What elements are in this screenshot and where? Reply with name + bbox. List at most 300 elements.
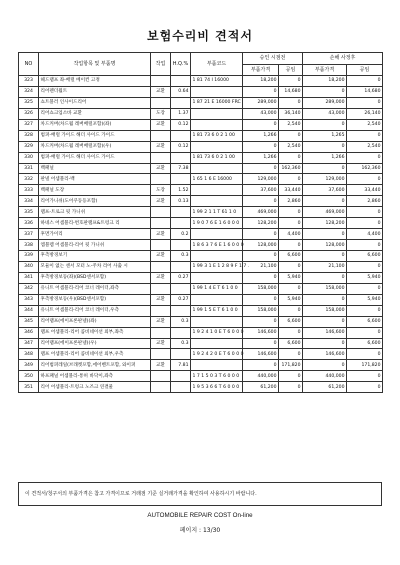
row-work-item: 하프패널 어셈블리-통허 바닥이,좌측	[39, 371, 151, 382]
row-work-item: 모듈이 없는 센서 모터 노-주차 리어 사출 시	[39, 261, 151, 272]
row-action	[151, 327, 171, 338]
row-labor-after: 0	[347, 327, 383, 338]
row-part-price-before: 146,600	[243, 349, 279, 360]
row-action	[151, 207, 171, 218]
row-labor-before: 171,820	[279, 360, 303, 371]
table-row	[19, 119, 383, 130]
row-no: 348	[19, 349, 39, 360]
table-row	[19, 196, 383, 207]
row-part-code	[191, 141, 243, 152]
row-part-price-after: 146,600	[303, 349, 347, 360]
row-part-code: 1 99 3 1 E 1 2 8 9 F 1 7 .	[191, 261, 243, 272]
row-no: 351	[19, 382, 39, 393]
header-before-approval: 승인 시점전	[243, 53, 303, 65]
row-hq	[171, 152, 191, 163]
row-labor-before: 5,940	[279, 294, 303, 305]
row-work-item: 후면가이리	[39, 229, 151, 240]
row-action: 교환	[151, 360, 171, 371]
row-part-code: 1 81 73 6 0 2 1 00	[191, 130, 243, 141]
row-labor-after: 2,540	[347, 119, 383, 130]
table-row	[19, 294, 383, 305]
row-hq	[171, 97, 191, 108]
row-part-price-after: 128,000	[303, 240, 347, 251]
row-hq: 0.27	[171, 272, 191, 283]
row-labor-before: 0	[279, 327, 303, 338]
row-labor-after: 6,600	[347, 338, 383, 349]
row-labor-before: 2,540	[279, 141, 303, 152]
row-part-price-before: 0	[243, 294, 279, 305]
row-part-code	[191, 229, 243, 240]
row-part-price-after: 1,265	[303, 130, 347, 141]
row-labor-after: 0	[347, 382, 383, 393]
row-hq: 7.38	[171, 163, 191, 174]
row-hq	[171, 218, 191, 229]
table-row	[19, 261, 383, 272]
header-no: NO	[19, 53, 39, 76]
row-hq	[171, 130, 191, 141]
row-labor-before: 6,600	[279, 251, 303, 262]
row-work-item: 차드커버(차드월 레버배럴포함)(우)	[39, 141, 151, 152]
disclaimer-note: 이 견적서/청구서의 부품가격은 참고 가격이므로 거래점 기준 실거래가격을 확인하여 사용하시기 바랍니다.	[18, 482, 382, 506]
row-labor-after: 0	[347, 218, 383, 229]
row-hq: 7.81	[171, 360, 191, 371]
table-row	[19, 283, 383, 294]
row-no: 324	[19, 86, 39, 97]
row-hq: 0.64	[171, 86, 191, 97]
row-labor-after: 0	[347, 240, 383, 251]
row-no: 331	[19, 163, 39, 174]
row-part-code	[191, 163, 243, 174]
row-labor-before: 0	[279, 371, 303, 382]
row-part-price-before: 0	[243, 316, 279, 327]
row-part-price-after: 158,000	[303, 283, 347, 294]
row-hq: 0.12	[171, 141, 191, 152]
row-work-item: 리어 어셈블리-트렁크 노즈크 연결물	[39, 382, 151, 393]
table-row	[19, 207, 383, 218]
row-hq	[171, 349, 191, 360]
row-labor-before: 0	[279, 382, 303, 393]
row-action	[151, 218, 171, 229]
row-action	[151, 261, 171, 272]
row-no: 328	[19, 130, 39, 141]
row-part-price-after: 128,200	[303, 218, 347, 229]
header-action: 작업	[151, 53, 171, 76]
header-row-1	[19, 53, 383, 65]
row-part-price-after: 0	[303, 86, 347, 97]
row-labor-after: 0	[347, 283, 383, 294]
row-hq: 0.13	[171, 196, 191, 207]
row-part-price-before: 43,000	[243, 108, 279, 119]
row-part-code: 1 7 1 5 0 3 T 6 0 0 0	[191, 371, 243, 382]
row-labor-after: 2,860	[347, 196, 383, 207]
row-work-item: 램프 어셈블리-리어 콤비네이션 외부,좌측	[39, 327, 151, 338]
row-part-code: 1 65 1 6 E 16000	[191, 174, 243, 185]
row-work-item: 차드커버(차드월 레버배럴포함)(좌)	[39, 119, 151, 130]
row-action	[151, 152, 171, 163]
row-labor-before: 0	[279, 240, 303, 251]
row-part-price-before: 0	[243, 141, 279, 152]
row-labor-after: 6,600	[347, 251, 383, 262]
row-part-price-after: 0	[303, 338, 347, 349]
row-part-price-after: 0	[303, 272, 347, 283]
row-hq: 0.2	[171, 229, 191, 240]
row-part-price-before: 289,000	[243, 97, 279, 108]
row-work-item: 리어램프(에이프론판넬)(좌)	[39, 316, 151, 327]
row-action	[151, 305, 171, 316]
row-part-price-before: 0	[243, 196, 279, 207]
row-work-item: 유니트 어셈블리-리어 코너 레이더,우측	[39, 305, 151, 316]
row-no: 341	[19, 272, 39, 283]
row-work-item: 후측방경보기	[39, 251, 151, 262]
row-part-code: 1 9 0 7 6 E 1 6 0 0 0	[191, 218, 243, 229]
row-action: 교환	[151, 251, 171, 262]
row-part-code	[191, 108, 243, 119]
row-hq	[171, 382, 191, 393]
row-no: 333	[19, 185, 39, 196]
row-labor-before: 0	[279, 76, 303, 87]
row-part-code	[191, 86, 243, 97]
row-action: 교환	[151, 272, 171, 283]
row-labor-before: 0	[279, 152, 303, 163]
row-labor-after: 0	[347, 371, 383, 382]
row-labor-before: 6,600	[279, 316, 303, 327]
row-part-price-before: 61,200	[243, 382, 279, 393]
row-part-price-before: 128,200	[243, 218, 279, 229]
row-hq	[171, 305, 191, 316]
row-action	[151, 371, 171, 382]
row-labor-after: 0	[347, 76, 383, 87]
table-row	[19, 97, 383, 108]
row-labor-after: 4,400	[347, 229, 383, 240]
row-work-item: 리어범퍼레일(브래켓포함,에어벤트포함, 와이퍼	[39, 360, 151, 371]
row-work-item: 엠블렘 어셈블리-리어 뒷 가니쉬	[39, 240, 151, 251]
row-part-price-after: 0	[303, 360, 347, 371]
row-part-code: 1 99 2 1 1 T 61 1 0	[191, 207, 243, 218]
header-part-code: 부품코드	[191, 53, 243, 76]
row-labor-after: 0	[347, 130, 383, 141]
row-no: 343	[19, 294, 39, 305]
row-no: 332	[19, 174, 39, 185]
row-labor-after: 26,140	[347, 108, 383, 119]
row-no: 345	[19, 316, 39, 327]
row-part-code	[191, 360, 243, 371]
row-part-code: 1 99 1 4 E T 6 1 0 0	[191, 283, 243, 294]
table-row	[19, 141, 383, 152]
row-part-code	[191, 185, 243, 196]
row-labor-before: 162,360	[279, 163, 303, 174]
row-part-price-after: 0	[303, 229, 347, 240]
row-part-code	[191, 196, 243, 207]
table-row	[19, 251, 383, 262]
row-part-code: 1 8 6 3 7 6 E 1 6 0 0 0	[191, 240, 243, 251]
table-row	[19, 272, 383, 283]
row-labor-after: 0	[347, 261, 383, 272]
row-work-item: 헤드램프 좌-배럴 베이컨 고정	[39, 76, 151, 87]
table-row	[19, 163, 383, 174]
row-part-price-after: 0	[303, 294, 347, 305]
row-part-price-after: 469,000	[303, 207, 347, 218]
row-work-item: 후측방경보등(좌)(BSD센서포함)	[39, 272, 151, 283]
row-action: 교환	[151, 196, 171, 207]
row-part-price-after: 0	[303, 251, 347, 262]
row-labor-before: 36,140	[279, 108, 303, 119]
row-action: 교환	[151, 294, 171, 305]
table-row	[19, 185, 383, 196]
row-labor-before: 6,600	[279, 338, 303, 349]
row-no: 339	[19, 251, 39, 262]
row-labor-before: 0	[279, 130, 303, 141]
row-hq	[171, 174, 191, 185]
row-part-price-after: 0	[303, 196, 347, 207]
row-action	[151, 349, 171, 360]
table-row	[19, 174, 383, 185]
row-labor-after: 0	[347, 97, 383, 108]
row-labor-before: 2,540	[279, 119, 303, 130]
row-part-price-before: 0	[243, 86, 279, 97]
row-work-item: 유니트 어셈블리-리어 코너 레이더,좌측	[39, 283, 151, 294]
row-part-price-before: 0	[243, 119, 279, 130]
table-row	[19, 349, 383, 360]
row-labor-after: 0	[347, 207, 383, 218]
row-labor-after: 171,820	[347, 360, 383, 371]
table-row	[19, 360, 383, 371]
table-row	[19, 316, 383, 327]
row-part-code: 1 9 5 3 6 6 T 6 0 0 0	[191, 382, 243, 393]
row-no: 325	[19, 97, 39, 108]
row-labor-before: 0	[279, 283, 303, 294]
table-row	[19, 305, 383, 316]
row-hq	[171, 371, 191, 382]
row-hq: 0.27	[171, 294, 191, 305]
row-labor-before: 33,440	[279, 185, 303, 196]
row-work-item: 리어펜더월트	[39, 86, 151, 97]
row-labor-before: 0	[279, 207, 303, 218]
page-indicator: 페이지 : 13/30	[179, 527, 221, 534]
row-part-code: 1 9 2 4 2 0 E T 6 0 0 0	[191, 349, 243, 360]
table-row	[19, 218, 383, 229]
row-no: 349	[19, 360, 39, 371]
row-part-price-before: 158,000	[243, 305, 279, 316]
row-no: 338	[19, 240, 39, 251]
row-action: 교환	[151, 163, 171, 174]
row-no: 337	[19, 229, 39, 240]
row-labor-after: 2,540	[347, 141, 383, 152]
row-part-price-before: 469,000	[243, 207, 279, 218]
row-part-price-before: 0	[243, 229, 279, 240]
row-hq: 0.3	[171, 316, 191, 327]
row-hq: 1.37	[171, 108, 191, 119]
row-part-price-after: 61,200	[303, 382, 347, 393]
row-part-code: 1 81 73 6 0 2 1 00	[191, 152, 243, 163]
document-title: 보험수리비 견적서	[147, 29, 253, 43]
row-action	[151, 174, 171, 185]
table-row	[19, 108, 383, 119]
row-action	[151, 97, 171, 108]
row-hq	[171, 76, 191, 87]
row-part-price-after: 1,266	[303, 152, 347, 163]
row-action	[151, 130, 171, 141]
row-part-price-after: 0	[303, 163, 347, 174]
row-part-price-after: 37,600	[303, 185, 347, 196]
header-hq: H.Q.%	[171, 53, 191, 76]
row-part-price-after: 0	[303, 119, 347, 130]
row-part-price-before: 18,200	[243, 76, 279, 87]
row-part-price-after: 0	[303, 316, 347, 327]
estimate-table	[18, 52, 383, 393]
row-part-code	[191, 338, 243, 349]
table-row	[19, 338, 383, 349]
row-labor-after: 162,360	[347, 163, 383, 174]
row-work-item: 리어램프(에이프론판넬)(우)	[39, 338, 151, 349]
row-labor-before: 0	[279, 218, 303, 229]
row-part-price-after: 0	[303, 141, 347, 152]
row-work-item: 범퍼-배럴 가이드 해더 사이드 가이드	[39, 130, 151, 141]
row-work-item: 하네스 어셈블리-번호판램프&트렁크 리	[39, 218, 151, 229]
table-row	[19, 371, 383, 382]
row-part-price-after: 158,000	[303, 305, 347, 316]
row-hq	[171, 240, 191, 251]
table-row	[19, 382, 383, 393]
row-part-price-before: 146,600	[243, 327, 279, 338]
row-part-code: 1 99 1 5 E T 6 1 0 0	[191, 305, 243, 316]
table-row	[19, 229, 383, 240]
table-row	[19, 240, 383, 251]
table-row	[19, 76, 383, 87]
row-labor-after: 33,440	[347, 185, 383, 196]
row-no: 346	[19, 327, 39, 338]
row-part-price-after: 289,000	[303, 97, 347, 108]
row-part-code: 1 87 21 E 16000 FRC	[191, 97, 243, 108]
row-part-code: 1 9 2 4 1 0 E T 6 0 0 0	[191, 327, 243, 338]
row-action	[151, 76, 171, 87]
row-part-price-before: 37,600	[243, 185, 279, 196]
estimate-rows	[19, 76, 383, 393]
row-action: 도장	[151, 108, 171, 119]
header-labor-2: 공임	[347, 65, 383, 76]
row-action: 교환	[151, 316, 171, 327]
row-work-item: 쇼트블러 인사이드리어	[39, 97, 151, 108]
row-part-price-before: 1,266	[243, 152, 279, 163]
table-row	[19, 86, 383, 97]
row-part-price-before: 128,000	[243, 240, 279, 251]
header-part-price-1: 부품가격	[243, 65, 279, 76]
row-no: 336	[19, 218, 39, 229]
row-action: 교환	[151, 119, 171, 130]
row-hq	[171, 207, 191, 218]
row-action	[151, 283, 171, 294]
row-no: 323	[19, 76, 39, 87]
row-no: 344	[19, 305, 39, 316]
row-part-price-before: 129,000	[243, 174, 279, 185]
row-part-price-before: 0	[243, 360, 279, 371]
header-part-price-2: 부품가격	[303, 65, 347, 76]
row-part-price-before: 0	[243, 338, 279, 349]
row-work-item: 후측방경보등(우)(BSD센서포함)	[39, 294, 151, 305]
row-no: 334	[19, 196, 39, 207]
row-part-code	[191, 316, 243, 327]
row-work-item: 램프 어셈블리-리어 콤비네이션 외부,우측	[39, 349, 151, 360]
row-work-item: 램프-트로크 뒷 가니쉬	[39, 207, 151, 218]
row-part-price-after: 146,600	[303, 327, 347, 338]
row-labor-before: 4,400	[279, 229, 303, 240]
row-work-item: 범퍼-배럴 가이드 해더 사이드 가이드	[39, 152, 151, 163]
row-part-price-before: 21,100	[243, 261, 279, 272]
row-labor-before: 0	[279, 97, 303, 108]
row-labor-after: 14,680	[347, 86, 383, 97]
row-labor-before: 0	[279, 174, 303, 185]
row-no: 329	[19, 141, 39, 152]
row-no: 347	[19, 338, 39, 349]
row-labor-before: 0	[279, 305, 303, 316]
row-action: 교환	[151, 141, 171, 152]
header-work-item: 작업항목 및 부품명	[39, 53, 151, 76]
row-no: 335	[19, 207, 39, 218]
row-part-code: 1 81 74 I 16000	[191, 76, 243, 87]
row-labor-before: 14,680	[279, 86, 303, 97]
row-work-item: 백패널	[39, 163, 151, 174]
row-labor-before: 5,940	[279, 272, 303, 283]
row-labor-before: 0	[279, 261, 303, 272]
row-part-code	[191, 294, 243, 305]
row-part-price-after: 440,000	[303, 371, 347, 382]
row-labor-before: 2,860	[279, 196, 303, 207]
row-part-code	[191, 119, 243, 130]
row-labor-after: 6,600	[347, 316, 383, 327]
row-no: 342	[19, 283, 39, 294]
row-action: 교환	[151, 229, 171, 240]
row-part-price-after: 43,000	[303, 108, 347, 119]
row-labor-after: 5,940	[347, 272, 383, 283]
row-hq: 0.3	[171, 251, 191, 262]
table-row	[19, 130, 383, 141]
row-action: 교환	[151, 338, 171, 349]
row-labor-after: 0	[347, 174, 383, 185]
table-row	[19, 327, 383, 338]
row-labor-after: 0	[347, 349, 383, 360]
row-action	[151, 240, 171, 251]
row-no: 327	[19, 119, 39, 130]
header-after-adjustment: 손해 사정후	[303, 53, 383, 65]
row-work-item: 리어가니쉬(도어쿠동등포함)	[39, 196, 151, 207]
row-labor-after: 5,940	[347, 294, 383, 305]
row-no: 330	[19, 152, 39, 163]
table-row	[19, 152, 383, 163]
row-hq: 0.3	[171, 338, 191, 349]
row-work-item: 판넬 어셈블리-백	[39, 174, 151, 185]
row-part-price-after: 18,200	[303, 76, 347, 87]
row-work-item: 백패널 도장	[39, 185, 151, 196]
row-no: 340	[19, 261, 39, 272]
row-action	[151, 382, 171, 393]
row-labor-after: 0	[347, 152, 383, 163]
row-labor-before: 0	[279, 349, 303, 360]
row-part-price-after: 129,000	[303, 174, 347, 185]
row-action: 도장	[151, 185, 171, 196]
row-hq	[171, 283, 191, 294]
row-hq	[171, 327, 191, 338]
row-labor-after: 0	[347, 305, 383, 316]
row-no: 350	[19, 371, 39, 382]
row-part-price-before: 0	[243, 163, 279, 174]
row-action: 교환	[151, 86, 171, 97]
row-part-price-before: 158,000	[243, 283, 279, 294]
footer-service-name: AUTOMOBILE REPAIR COST On-line	[147, 512, 253, 519]
row-part-code	[191, 272, 243, 283]
row-hq	[171, 261, 191, 272]
row-part-price-before: 440,000	[243, 371, 279, 382]
row-part-price-before: 0	[243, 251, 279, 262]
row-part-price-before: 0	[243, 272, 279, 283]
